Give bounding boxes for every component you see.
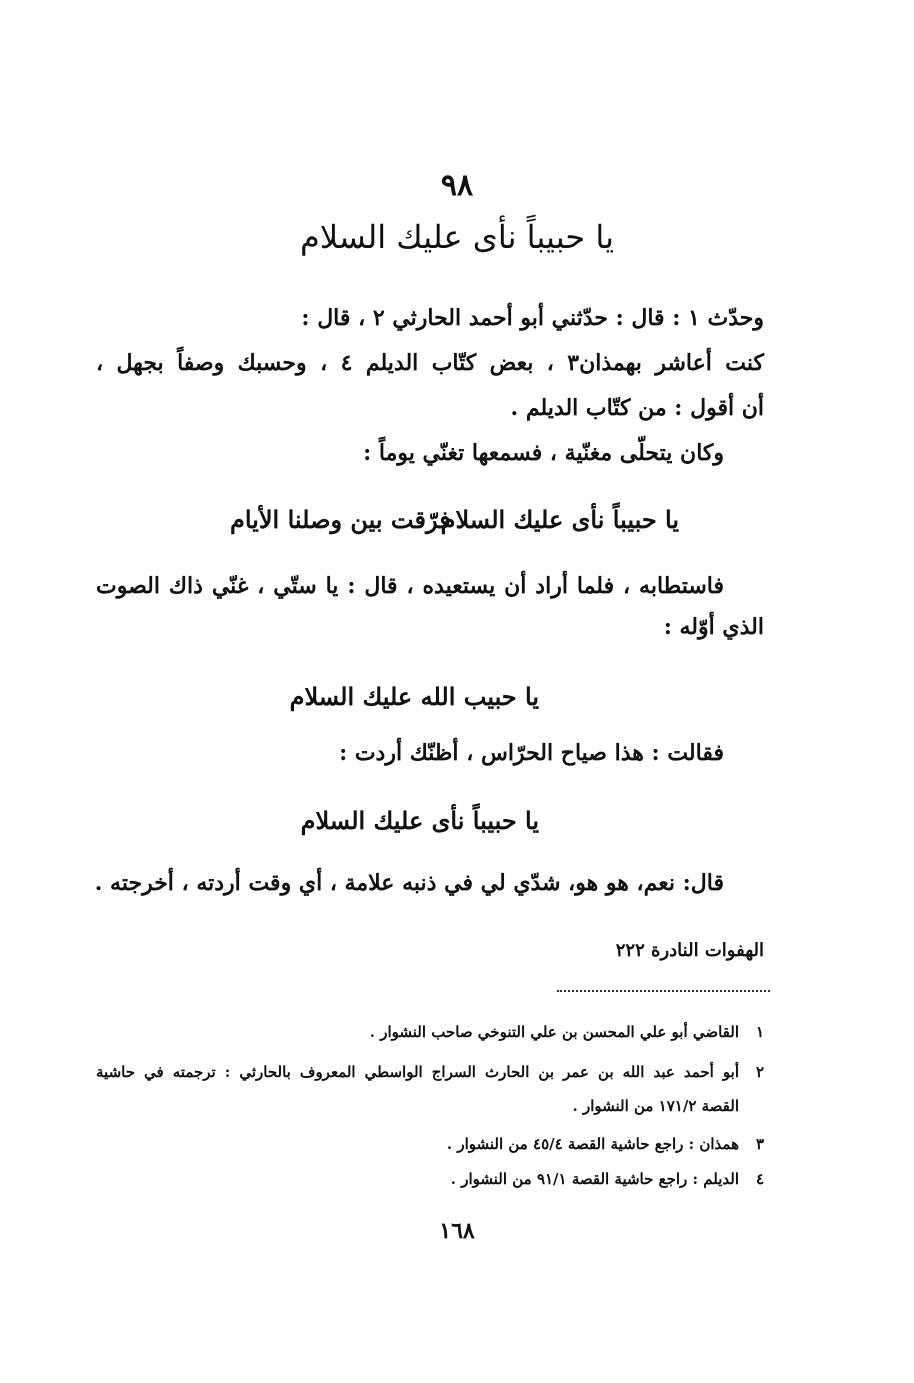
paragraph-line: كنت أعاشر بهمذان٣ ، بعض كتّاب الديلم ٤ ، وحسبك وصفاً بجهل ، [96, 350, 764, 376]
footnote-number: ٣ [755, 1135, 764, 1153]
footnote-text: همذان : راجع حاشية القصة ٤٥/٤ من النشوار . [446, 1135, 739, 1153]
page-number: ١٦٨ [439, 1218, 475, 1244]
footnote-text: القاضي أبو علي المحسن بن علي التنوخي صاحب النشوار . [369, 1023, 739, 1041]
verse-line: يا حبيب الله عليك السلام [289, 682, 539, 711]
paragraph-line: الذي أوّله : [663, 614, 764, 640]
footnote-number: ٤ [755, 1170, 764, 1188]
story-title: يا حبيباً نأى عليك السلام [300, 218, 614, 256]
paragraph-line: قال: نعم، هو هو، شدّي لي في ذنبه علامة ، أي وقت أردته ، أخرجته . [94, 870, 724, 896]
footnote-number: ١ [755, 1023, 764, 1041]
footnote-text: الديلم : راجع حاشية القصة ٩١/١ من النشوار . [450, 1170, 739, 1188]
footnote-number: ٢ [755, 1063, 764, 1081]
story-number: ٩٨ [440, 168, 474, 203]
verse-line: يا حبيباً نأى عليك السلام [300, 806, 539, 835]
paragraph-line: وكان يتحلّى مغنّية ، فسمعها تغنّي يوماً : [363, 440, 724, 466]
paragraph-line: وحدّث ١ : قال : حدّثني أبو أحمد الحارثي ٢ ، قال : [301, 305, 764, 331]
footnote-text: القصة ١٧١/٢ من النشوار . [572, 1097, 739, 1115]
paragraph-line: فقالت : هذا صياح الحرّاس ، أظنّك أردت : [339, 740, 724, 766]
footnote-text: أبو أحمد عبد الله بن عمر بن الحارث السراج الواسطي المعروف بالحارثي : ترجمته في حاشية [96, 1063, 739, 1081]
paragraph-line: أن أقول : من كتّاب الديلم . [510, 395, 764, 421]
footnote-divider [557, 990, 770, 992]
source-reference: الهفوات النادرة ٢٢٢ [615, 940, 764, 961]
paragraph-line: فاستطابه ، فلما أراد أن يستعيده ، قال : يا ستّي ، غنّي ذاك الصوت [96, 573, 724, 599]
verse-hemistich-first: يا حبيباً نأى عليك السلام [440, 505, 679, 534]
verse-hemistich-second: فرّقت بين وصلنا الأيام [230, 505, 451, 534]
